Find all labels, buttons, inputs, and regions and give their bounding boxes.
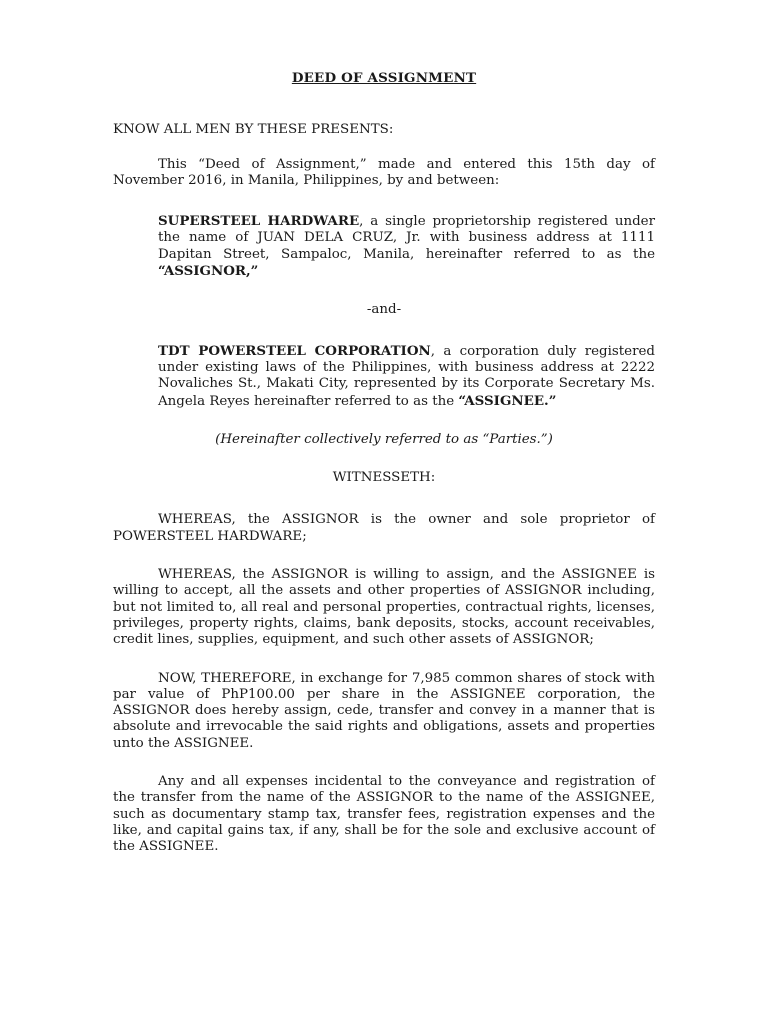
witnesseth-heading: WITNESSETH:: [332, 470, 436, 486]
opening-paragraph: This “Deed of Assignment,” made and entered this 15th day of November 2016, in Manila, Philippines, by and between:: [113, 156, 655, 188]
assignor-name: SUPERSTEEL HARDWARE: [158, 213, 360, 230]
expenses-paragraph: Any and all expenses incidental to the conveyance and registration of the transfer from the name of the ASSIGNOR to the name of the ASSIGNEE, such as documentary stamp tax, transfer fees, registration expenses and the like, and capital gains tax, if any, shall be for the sole and exclusive account of the ASSIGNEE.: [113, 774, 655, 855]
and-separator: -and-: [366, 302, 402, 318]
assignee-role: “ASSIGNEE.”: [458, 392, 557, 409]
assignee-description: , a corporation duly registered under existing laws of the Philippines, with business address at 2222 Novaliches St., Makati City, represented by its Corporate Secretary Ms. Angela Reyes hereinafter referred to as the: [158, 343, 655, 409]
assignee-party-block: [158, 343, 655, 410]
assignee-name: TDT POWERSTEEL CORPORATION: [158, 342, 431, 359]
document-title: DEED OF ASSIGNMENT: [291, 70, 477, 86]
assignor-party-block: [158, 213, 655, 280]
intro-line: KNOW ALL MEN BY THESE PRESENTS:: [113, 122, 394, 138]
whereas-willing-paragraph: WHEREAS, the ASSIGNOR is willing to assign, and the ASSIGNEE is willing to accept, all the assets and other properties of ASSIGNOR including, but not limited to, all real and personal properties, contractual rights, licenses, privileges, property rights, claims, bank deposits, stocks, account receivables, credit lines, supplies, equipment, and such other assets of ASSIGNOR;: [113, 567, 655, 648]
document-body: [113, 70, 655, 856]
assignor-role: “ASSIGNOR,”: [158, 263, 259, 280]
assignor-description: , a single proprietorship registered under the name of JUAN DELA CRUZ, Jr. with business address at 1111 Dapitan Street, Sampaloc, Manila, hereinafter referred to as the: [158, 214, 655, 262]
collective-reference: (Hereinafter collectively referred to as “Parties.”): [215, 431, 553, 447]
now-therefore-paragraph: NOW, THEREFORE, in exchange for 7,985 common shares of stock with par value of PhP100.00 per share in the ASSIGNEE corporation, the ASSIGNOR does hereby assign, cede, transfer and convey in a manner that is absolute and irrevocable the said rights and obligations, assets and properties unto the ASSIGNEE.: [113, 670, 655, 751]
whereas-owner-paragraph: WHEREAS, the ASSIGNOR is the owner and sole proprietor of POWERSTEEL HARDWARE;: [113, 512, 655, 544]
